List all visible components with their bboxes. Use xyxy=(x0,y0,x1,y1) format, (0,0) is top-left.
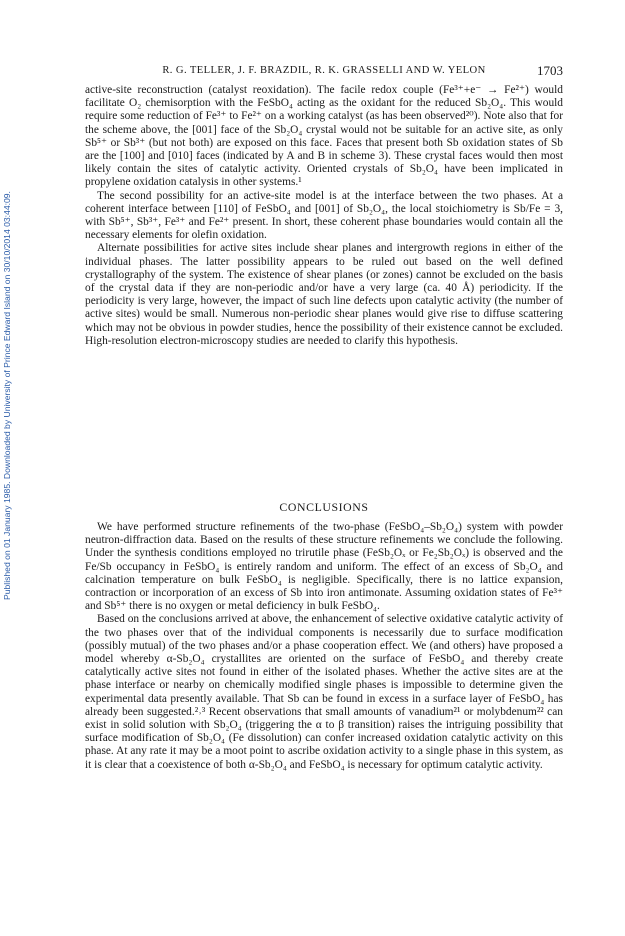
conclusions-text xyxy=(85,521,563,772)
paragraph: The second possibility for an active-site model is at the interface between the two phases. At a coherent interface between [110] of FeSbO₄ and [001] of Sb₂O₄, the local stoichiometry is Sb/Fe = 3, with Sb⁵⁺, Sb³⁺, Fe³⁺ and Fe²⁺ present. In short, these coherent phase boundaries would contain all the necessary elements for olefin oxidation. xyxy=(85,189,563,242)
page-header xyxy=(85,63,563,79)
running-head: R. G. TELLER, J. F. BRAZDIL, R. K. GRASSELLI AND W. YELON xyxy=(162,65,486,76)
section-heading: CONCLUSIONS xyxy=(279,500,369,514)
paragraph: Alternate possibilities for active sites include shear planes and intergrowth regions in either of the individual phases. The latter possibility appears to be ruled out based on the well defined crystallography of the system. The existence of shear planes (or zones) cannot be excluded on the basis of the crystal data if they are non-periodic and/or have a very large (ca. 40 Å) periodicity. If the periodicity is very large, however, the impact of such line defects upon catalytic activity (the number of active sites) would be small. Numerous non-periodic shear planes would give rise to diffuse scattering which may not be obvious in powder studies, hence the possibility of their existence cannot be excluded. High-resolution electron-microscopy studies are needed to clarify this hypothesis. xyxy=(85,242,563,347)
download-watermark xyxy=(2,60,16,620)
paragraph: active-site reconstruction (catalyst reoxidation). The facile redox couple (Fe³⁺+e⁻ → Fe²⁺) would facilitate O₂ chemisorption with the FeSbO₄ acting as the oxidant for the reduced Sb₂O₄. This would require some reduction of Fe³⁺ to Fe²⁺ on a working catalyst (as has been observed²⁰). Note also that for the scheme above, the [001] face of the Sb₂O₄ crystal would not be suitable for an active site, as only Sb⁵⁺ or Sb³⁺ (but not both) are exposed on this face. Faces that present both Sb oxidation states of Sb are the [100] and [010] faces (indicated by A and B in scheme 3). These crystal faces would then most likely contain the sites of catalytic activity. Oriented crystals of Sb₂O₄ have been implicated in propylene oxidation catalysis in other systems.¹ xyxy=(85,84,563,189)
discussion-text xyxy=(85,84,563,348)
download-watermark-text: Published on 01 January 1985. Downloaded by University of Prince Edward Island on 30/10/2014 03:44:09. xyxy=(2,191,12,600)
paragraph: We have performed structure refinements of the two-phase (FeSbO₄–Sb₂O₄) system with powder neutron-diffraction data. Based on the results of these structure refinements we conclude the following. Under the synthesis conditions employed no trirutile phase (FeSb₂Oₓ or Fe₂Sb₂Oₓ) is observed and the Fe/Sb occupancy in FeSbO₄ is entirely random and uniform. The effect of an excess of Sb₂O₄ and calcination temperature on bulk FeSbO₄ is negligible. Specifically, there is no lattice expansion, contraction or incorporation of an excess of Sb into iron antimonate. Assuming oxidation states of Fe³⁺ and Sb⁵⁺ there is no oxygen or metal deficiency in bulk FeSbO₄. xyxy=(85,521,563,613)
page-number: 1703 xyxy=(537,63,563,78)
paragraph: Based on the conclusions arrived at above, the enhancement of selective oxidative catalytic activity of the two phases over that of the individual components is necessarily due to surface modification (possibly mutual) of the two phases and/or a phase cooperation effect. We (and others) have proposed a model whereby α-Sb₂O₄ crystallites are oriented on the surface of FeSbO₄ and thereby create catalytically active sites not found in either of the isolated phases. Whether the active sites are at the phase interface or nearby on chemically modified single phases is impossible to determine given the experimental data presently available. That Sb can be found in excess in a surface layer of FeSbO₄ has already been suggested.²˒³ Recent observations that small amounts of vanadium²¹ or molybdenum²² can exist in solid solution with Sb₂O₄ (triggering the α to β transition) raises the intriguing possibility that surface modification of Sb₂O₄ (Fe dissolution) can confer increased oxidation catalytic activity on this phase. At any rate it may be a moot point to ascribe oxidation activity to a single phase in this system, as it is clear that a coexistence of both α-Sb₂O₄ and FeSbO₄ is necessary for optimum catalytic activity. xyxy=(85,613,563,771)
